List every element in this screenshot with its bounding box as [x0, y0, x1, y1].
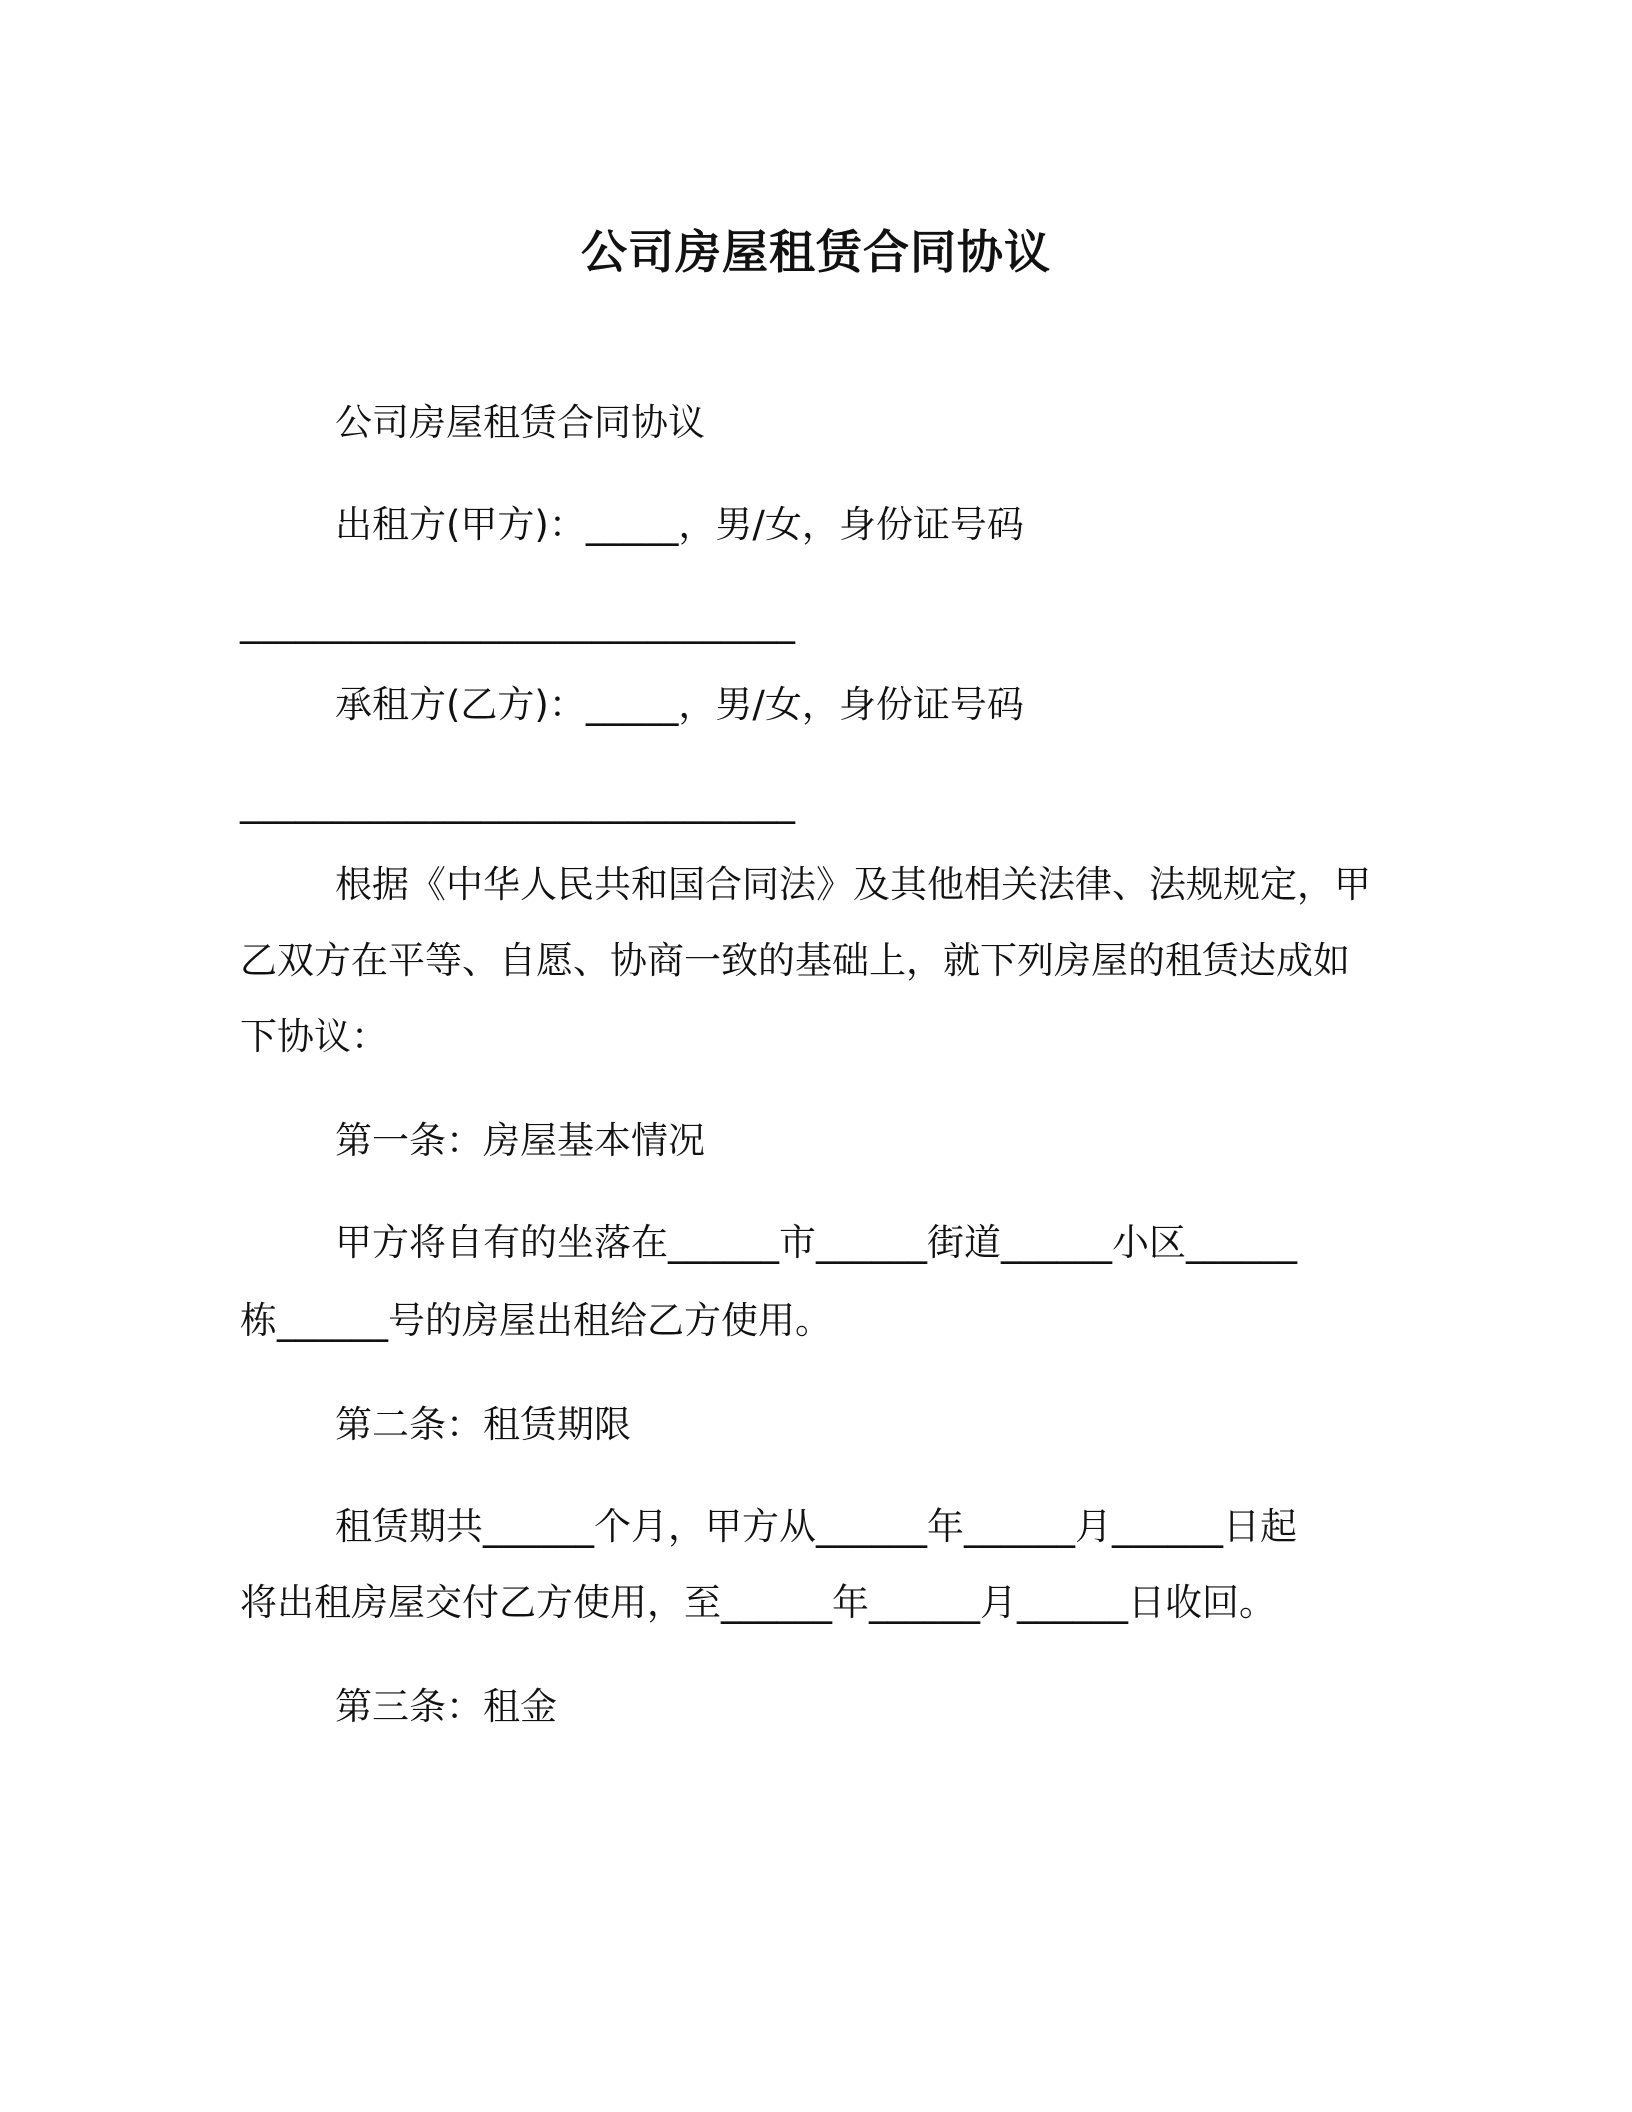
article-1-line-1: 甲方将自有的坐落在______市______街道______小区______ [335, 1221, 1297, 1264]
article-2-heading: 第二条：租赁期限 [335, 1403, 631, 1446]
article-3-heading: 第三条：租金 [335, 1685, 557, 1728]
article-1-heading: 第一条：房屋基本情况 [335, 1119, 705, 1162]
article-2-line-1: 租赁期共______个月，甲方从______年______月______日起 [335, 1505, 1297, 1548]
lessee-id-blank: ______________________________ [240, 781, 795, 824]
paragraph-intro-line-1: 根据《中华人民共和国合同法》及其他相关法律、法规规定，甲 [335, 863, 1371, 906]
lessor-id-blank: ______________________________ [240, 601, 795, 644]
document-title: 公司房屋租赁合同协议 [581, 225, 1051, 279]
lessee-line: 承租方(乙方)：_____，男/女，身份证号码 [335, 683, 1024, 726]
paragraph-intro-line-3: 下协议： [240, 1015, 388, 1058]
article-2-line-2: 将出租房屋交付乙方使用，至______年______月______日收回。 [240, 1581, 1276, 1624]
paragraph-intro-line-2: 乙双方在平等、自愿、协商一致的基础上，就下列房屋的租赁达成如 [240, 939, 1350, 982]
lessor-line: 出租方(甲方)：_____，男/女，身份证号码 [335, 503, 1024, 546]
article-1-line-2: 栋______号的房屋出租给乙方使用。 [240, 1299, 832, 1342]
subtitle-line: 公司房屋租赁合同协议 [335, 401, 705, 444]
